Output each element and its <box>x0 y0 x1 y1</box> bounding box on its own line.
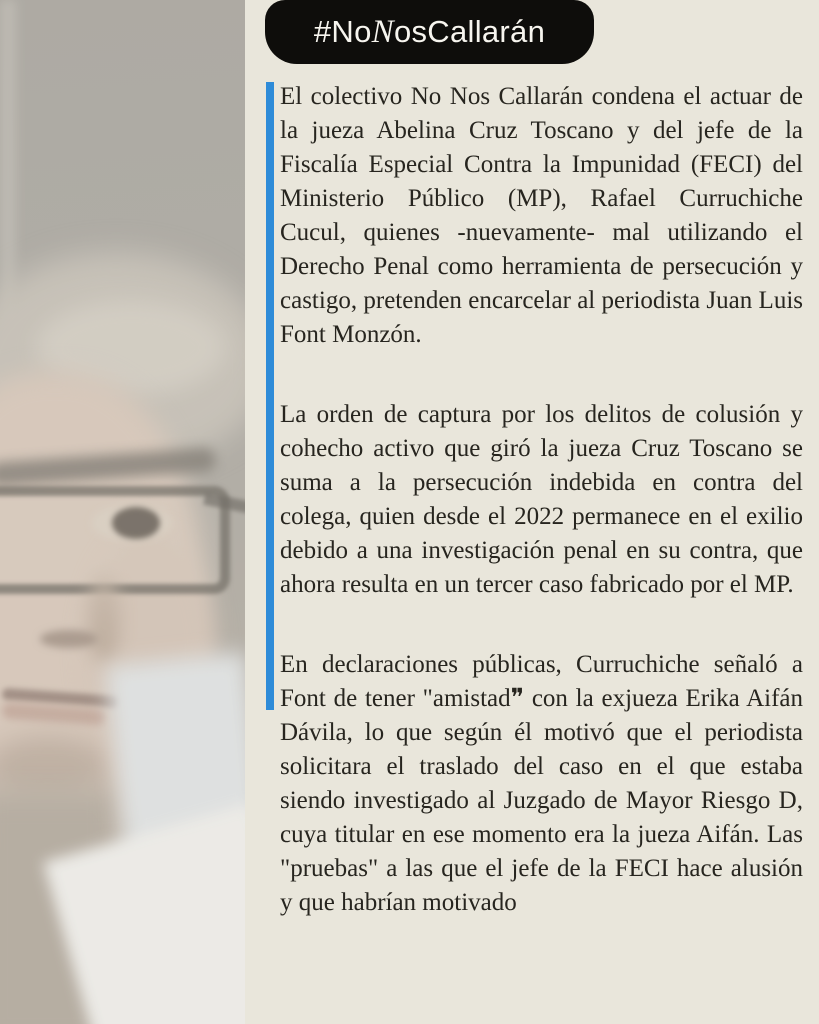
badge-prefix: #No <box>313 13 372 49</box>
photo-fade-overlay <box>0 0 245 1024</box>
paragraph-2: La orden de captura por los delitos de colusión y cohecho activo que giró la jueza Cruz Toscano se suma a la persecución indebida en contra del colega, quien desde el 2022 permanece en el exilio debido a una investigación penal en su contra, que ahora resulta en un tercer caso fabricado por el MP. <box>280 401 803 598</box>
blue-accent-bar <box>266 82 274 710</box>
badge-stylized-n: N <box>371 13 394 50</box>
statement-text <box>280 80 803 920</box>
background-portrait-photo <box>0 0 245 1024</box>
paragraph-1: El colectivo No Nos Callarán condena el actuar de la jueza Abelina Cruz Toscano y del jefe de la Fiscalía Especial Contra la Impunidad (FECI) del Ministerio Público (MP), Rafael Curruchiche Cucul, quienes -nuevamente- mal utilizando el Derecho Penal como herramienta de persecución y castigo, pretenden encarcelar al periodista Juan Luis Font Monzón. <box>280 83 803 348</box>
paragraph-3: En declaraciones públicas, Curruchiche señaló a Font de tener "amistad❞ con la exjueza Erika Aifán Dávila, lo que según él motivó que el periodista solicitara el traslado del caso en el que estaba siendo investigado al Juzgado de Mayor Riesgo D, cuya titular en ese momento era la jueza Aifán. Las "pruebas" a las que el jefe de la FECI hace alusión y que habrían motivado <box>280 651 803 916</box>
hashtag-badge <box>265 0 594 64</box>
badge-suffix: osCallarán <box>393 13 546 49</box>
hashtag-badge-text <box>314 14 545 51</box>
